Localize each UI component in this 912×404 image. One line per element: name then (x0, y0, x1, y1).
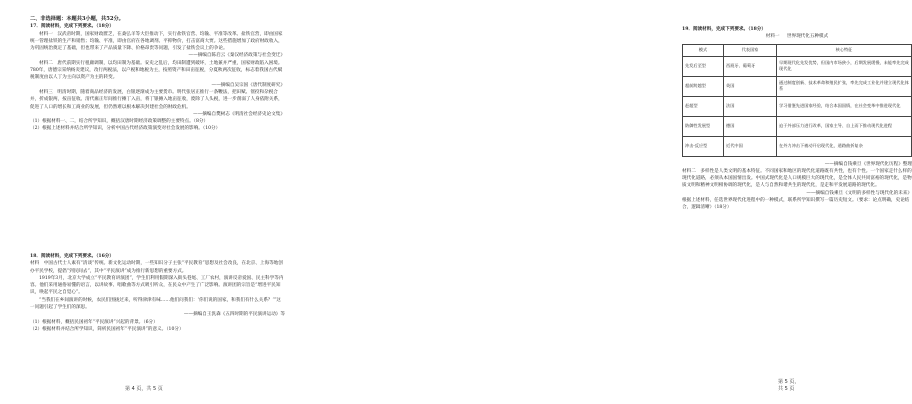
q19-task: 根据上述材料，任选世界现代化进程中的一种模式，联系所学知识撰写一篇历史短文。（要求：论点明确，史论结合，逻辑清晰）（18分） (682, 198, 910, 211)
q17-heading: 17．阅读材料，完成下列要求。（18分） (30, 24, 114, 30)
table-cell: 法国 (724, 96, 777, 116)
right-page (400, 0, 912, 404)
table-cell: 德国 (724, 116, 777, 136)
table-title: 世界现代化五种模式 (786, 34, 829, 40)
q18-task-2: （2）根据材料并结合所学知识，简析民国初年“平民演讲”的意义。（10分） (30, 326, 184, 332)
q17-material-2: 材料二 唐代前期实行租庸调制，以均田制为基础。安史之乱后，均田制遭到破坏，土地兼并严重，国家财政陷入困境。780年，唐德宗采纳杨炎建议，改行两税法，以户税和地税为主，按照资产和田亩征税，分夏秋两次征收，标志着我国古代赋税制度由以人丁为主向以资产为主的转变。 (30, 60, 283, 81)
q17-material-2-source: ——摘编自吴宗国《唐代制度研究》 (211, 82, 285, 88)
q19-material-2-source: ——摘编自钱乘旦《文明的多样性与现代化的未来》 (806, 190, 912, 196)
section-title: 二、非选择题：本题共3小题，共52分。 (30, 16, 124, 22)
q18-heading: 18．阅读材料，完成下列要求。（16分） (30, 254, 114, 259)
page-number-left: 第 4 页，共 5 页 (125, 386, 163, 392)
modernization-models-table (682, 44, 912, 157)
left-column (30, 16, 285, 133)
q19-material-2: 材料二 多样性是人类文明的基本特征。不同国家和地区的现代化道路既有共性，也有个性。一个国家走什么样的现代化道路，必须从本国国情出发。中国式现代化是人口规模巨大的现代化，是全体人民共同富裕的现代化，是物质文明和精神文明相协调的现代化，是人与自然和谐共生的现代化，是走和平发展道路的现代化。 (682, 168, 912, 189)
q18-material-3: “当我们在乡间演讲的时候，农民们围拢过来，听得津津有味……他们问我们：‘你们说的国家，和我们有什么关系？’”这一问题引起了学生们的深思。 (30, 297, 281, 311)
table-header-row (683, 44, 912, 56)
q18-material-2: 1919年3月，北京大学成立“平民教育讲演团”，学生们利用假期深入街头巷尾、工厂农村，演讲反帝爱国、民主科学等内容。他们采用通俗易懂的语言，以讲故事、唱歌曲等方式吸引听众，在民众中产生了广泛影响。演讲团的宗旨是“增进平民知识，唤起平民之自觉心”。 (30, 275, 284, 296)
table-row (683, 116, 912, 136)
q18-material-1: 材料 中国古代士人素有“清谈”传统。新文化运动时期，一些知识分子主张“平民教育”思想及社会改良，在北京、上海等地创办平民学校，提倡“到民间去”，其中“平民演讲”成为推行新思想的重要方式。 (30, 261, 283, 274)
table-cell: 在外力冲击下被动开启现代化，道路曲折复杂 (777, 136, 912, 156)
table-row (683, 96, 912, 116)
table-cell: 冲击-反应型 (683, 136, 724, 156)
page-number-right: 第 5 页，共 5 页 (778, 379, 800, 392)
table-row (683, 136, 912, 156)
q19-heading: 19．阅读材料，完成下列要求。（18分） (682, 27, 766, 32)
q18-source: ——摘编自王汎森《五四时期的平民演讲运动》等 (183, 312, 285, 318)
q17-task-2: （2）根据上述材料并结合所学知识，分析中国古代经济政策演变对社会发展的影响。（10分） (30, 126, 221, 132)
table-cell: 先发后至型 (683, 56, 724, 76)
q17-material-3-source: ——摘编自樊树志《明清社会经济史论文集》 (193, 111, 285, 117)
q17-material-1-source: ——摘编自陈启云《秦汉经济政策与社会变迁》 (188, 53, 285, 59)
right-column (682, 26, 912, 212)
table-cell: 迫于外部压力进行改革，国家主导、自上而下推动现代化进程 (777, 116, 912, 136)
q18-block (30, 253, 285, 333)
table-cell: 西班牙、葡萄牙 (724, 56, 777, 76)
table-cell: 赶超型 (683, 96, 724, 116)
table-header-country: 代表国家 (724, 44, 777, 56)
table-cell: 防御性发展型 (683, 116, 724, 136)
q19-material-1-label: 材料一 (765, 34, 780, 40)
table-cell: 学习借鉴先进国家经验，结合本国国情，在社会变革中推进现代化 (777, 96, 912, 116)
left-page (0, 0, 400, 404)
table-caption (682, 33, 912, 40)
table-cell: 英国 (724, 76, 777, 96)
q17-material-1: 材料一 汉武帝时期，国家财政匮乏，在桑弘羊等大臣推动下，实行盐铁官营、均输、平准等改革。盐铁官营，即由国家统一管理盐铁的生产和销售；均输、平准，即由官府在各地调剂、平抑物价，打击富商大贾。这些措施增加了政府财政收入，为巩固统治奠定了基础，但也带来了产品质量下降、价格昂贵等问题，引发了盐铁会议上的争论。 (30, 31, 283, 52)
table-row (683, 56, 912, 76)
q18-task-1: （1）根据材料，概括民国初年“平民演讲”兴起的背景。（6分） (30, 319, 158, 325)
table-header-feature: 核心特征 (777, 44, 912, 56)
table-header-model: 模式 (683, 44, 724, 56)
table-cell: 早期现代化先发优势，但国内市场狭小，后期发展缓慢，未能率先完成现代化 (777, 56, 912, 76)
q19-material-1-source: ——摘编自钱乘旦《世界现代化历程》整理 (824, 161, 912, 167)
table-cell: 通过制度创新、技术革命和殖民扩张，率先完成工业化并建立现代化体系 (777, 76, 912, 96)
table-row (683, 76, 912, 96)
q17-task-1: （1）根据材料一、二，结合所学知识，概括汉唐时期经济政策调整的主要特点。（8分） (30, 119, 209, 125)
q17-material-3: 材料三 明清时期，随着商品经济的发展，白银逐渐成为主要货币。明代张居正推行一条鞭法，把田赋、徭役和杂税合并，折成银两，按亩征收。清代雍正年间推行摊丁入亩，将丁银摊入地亩征收，废除了人头税，进一步削弱了人身依附关系，促进了人口的增长和工商业的发展，但仍然难以根本解决封建社会的财政危机。 (30, 89, 283, 110)
table-cell: 近代中国 (724, 136, 777, 156)
table-cell: 超前跨越型 (683, 76, 724, 96)
